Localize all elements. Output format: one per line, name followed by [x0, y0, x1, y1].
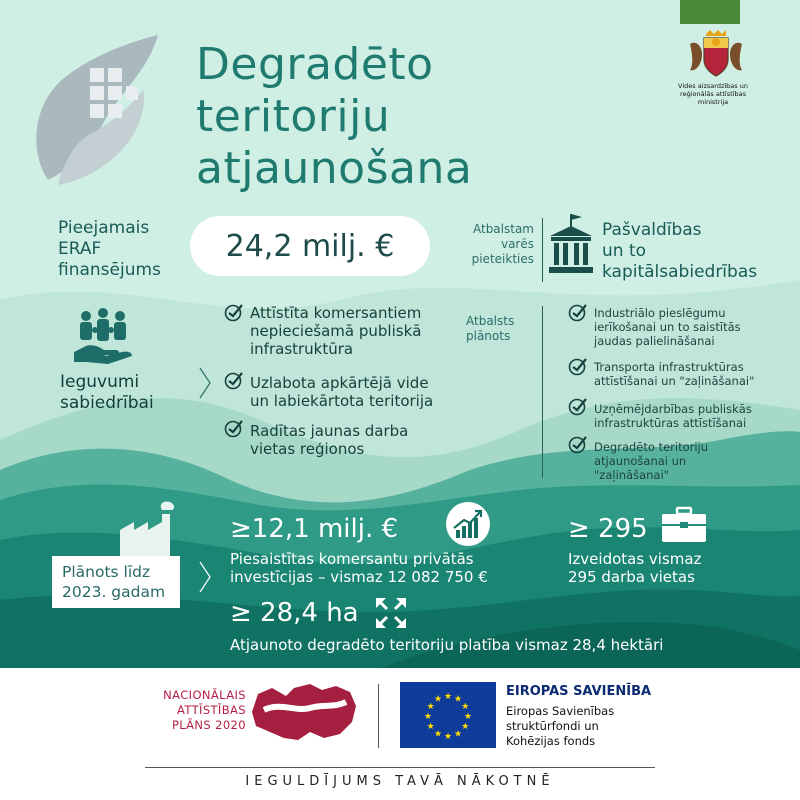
area-figure: ≥ 28,4 ha: [230, 598, 359, 628]
funding-label-line: finansējums: [58, 260, 161, 280]
applicants-value: [602, 220, 757, 283]
eu-funds-text: [506, 704, 656, 749]
supported-line: Uzņēmējdarbības publiskās: [594, 402, 752, 416]
supported-item-3: [594, 402, 752, 430]
eu-line: Eiropas Savienības: [506, 704, 615, 718]
benefit-line: infrastruktūra: [250, 340, 354, 358]
applicants-divider: [542, 218, 543, 282]
check-circle-icon: [568, 356, 588, 376]
check-circle-icon: [568, 302, 588, 322]
svg-text:★: ★: [463, 712, 473, 722]
jobs-line: Izveidotas vismaz: [568, 550, 702, 568]
ministry-line: reģionālās attīstības: [680, 90, 746, 98]
check-circle-icon: [224, 302, 244, 322]
funding-label-line: Pieejamais: [58, 218, 150, 238]
supported-line: Transporta infrastruktūras: [594, 360, 744, 374]
svg-text:★: ★: [433, 694, 443, 705]
applicants-value-line: un to: [602, 241, 647, 261]
applicants-label: [462, 222, 534, 267]
coat-of-arms-icon: [676, 30, 756, 80]
investment-figure: ≥12,1 milj. €: [230, 514, 399, 544]
ministry-line: ministrija: [697, 98, 729, 106]
funding-label: [58, 218, 161, 281]
briefcase-icon: [660, 506, 708, 544]
chevron-right-icon: [198, 560, 212, 594]
svg-text:★: ★: [423, 712, 433, 722]
svg-text:★: ★: [453, 729, 463, 740]
planned-label: [52, 556, 180, 608]
benefit-line: Uzlabota apkārtējā vide: [250, 374, 429, 392]
jobs-line: 295 darba vietas: [568, 568, 695, 586]
title-line-3: atjaunošana: [196, 143, 473, 194]
investment-line: Piesaistītas komersantu privātās: [230, 550, 474, 568]
eu-line: Kohēzijas fonds: [506, 734, 596, 748]
supported-line: Industriālo pieslēgumu: [594, 306, 726, 320]
applicants-label-line: varēs: [500, 237, 534, 251]
svg-text:★: ★: [461, 722, 470, 732]
planned-label-line: 2023. gadam: [62, 583, 166, 601]
supported-divider: [542, 306, 543, 478]
supported-line: jaudas palielināšanai: [594, 334, 715, 348]
svg-text:★: ★: [461, 702, 470, 712]
check-circle-icon: [568, 396, 588, 416]
supported-item-2: [594, 360, 754, 388]
ministry-name: [648, 82, 778, 106]
check-circle-icon: [568, 434, 588, 454]
check-circle-icon: [224, 418, 244, 438]
supported-line: infrastruktūras attīstīšanai: [594, 416, 747, 430]
nap-line: ATTĪSTĪBAS: [177, 703, 246, 717]
applicants-value-line: kapitālsabiedrības: [602, 262, 758, 282]
latvia-map-logo-icon: [250, 682, 360, 744]
building-leaf-logo-icon: [28, 30, 168, 190]
nap-line: PLĀNS 2020: [171, 718, 246, 732]
svg-text:★: ★: [453, 694, 463, 705]
benefit-line: un labiekārtota teritorija: [250, 392, 434, 410]
benefits-label-line: Ieguvumi: [60, 372, 140, 392]
municipality-building-icon: [546, 212, 596, 276]
nap-2020-text: [148, 688, 246, 733]
government-color-bar: [680, 0, 740, 24]
svg-text:★: ★: [433, 729, 443, 740]
check-circle-icon: [224, 370, 244, 390]
benefit-line: vietas reģionos: [250, 440, 365, 458]
funding-label-line: ERAF: [58, 239, 102, 259]
supported-line: "zaļināšanai": [594, 468, 669, 482]
supported-line: Degradēto teritoriju: [594, 440, 709, 454]
expand-arrows-icon: [374, 596, 408, 630]
title-line-2: teritoriju: [196, 91, 391, 142]
chevron-right-icon: [198, 366, 212, 400]
benefits-label: [60, 372, 154, 414]
factory-icon: [118, 500, 178, 560]
footer-separator: [378, 684, 379, 748]
funding-amount: 24,2 milj. €: [190, 216, 430, 276]
supported-line: atjaunošanai un: [594, 454, 687, 468]
slogan: IEGULDĪJUMS TAVĀ NĀKOTNĒ: [245, 774, 555, 789]
supported-label: [466, 314, 514, 344]
investment-line: investīcijas – vismaz 12 082 750 €: [230, 568, 488, 586]
eu-title: EIROPAS SAVIENĪBA: [506, 684, 652, 699]
benefit-item-1: [250, 304, 421, 358]
svg-text:★: ★: [443, 692, 453, 702]
jobs-text: [568, 550, 701, 586]
supported-item-4: [594, 440, 708, 482]
benefit-line: Attīstīta komersantiem: [250, 304, 422, 322]
supported-line: ierīkošanai un to saistītās: [594, 320, 741, 334]
supported-label-line: plānots: [466, 329, 511, 343]
ministry-line: Vides aizsardzības un: [678, 82, 748, 90]
eu-flag-icon: [400, 682, 496, 748]
benefit-item-2: [250, 374, 433, 410]
applicants-value-line: Pašvaldības: [602, 220, 702, 240]
applicants-label-line: pieteikties: [471, 252, 534, 266]
svg-text:★: ★: [443, 732, 453, 742]
benefit-item-3: [250, 422, 408, 458]
supported-label-line: Atbalsts: [466, 314, 515, 328]
eu-line: struktūrfondi un: [506, 719, 599, 733]
investment-text: [230, 550, 488, 586]
supported-line: attīstīšanai un "zaļināšanai": [594, 374, 755, 388]
nap-line: NACIONĀLAIS: [163, 688, 246, 702]
benefit-line: nepieciešamā publiskā: [250, 322, 422, 340]
supported-item-1: [594, 306, 741, 348]
jobs-figure: ≥ 295: [568, 514, 648, 544]
applicants-label-line: Atbalstam: [472, 222, 534, 236]
svg-text:★: ★: [426, 722, 435, 732]
growth-chart-icon: [444, 500, 492, 548]
svg-text:★: ★: [426, 702, 435, 712]
title-line-1: Degradēto: [196, 39, 434, 90]
benefit-line: Radītas jaunas darba: [250, 422, 409, 440]
footer-divider: [145, 767, 655, 768]
area-text: Atjaunoto degradēto teritoriju platība vismaz 28,4 hektāri: [230, 636, 664, 654]
community-hand-icon: [72, 308, 134, 366]
planned-label-line: Plānots līdz: [62, 563, 151, 581]
benefits-label-line: sabiedrībai: [60, 393, 154, 413]
